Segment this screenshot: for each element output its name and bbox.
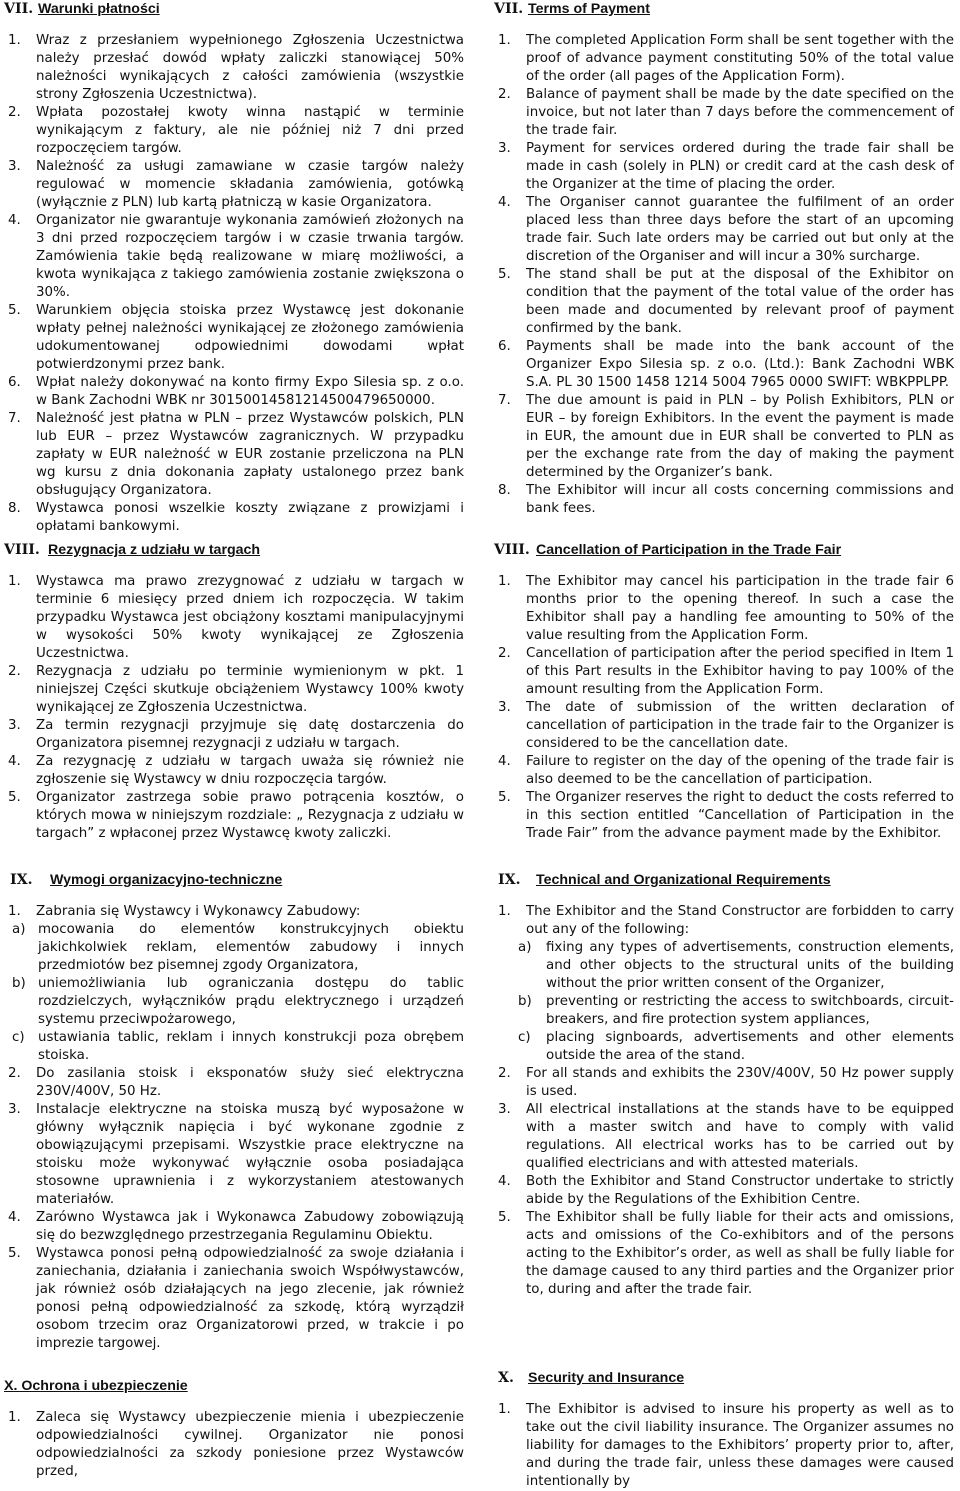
item-number: 7. xyxy=(8,411,21,426)
list-item xyxy=(494,753,954,789)
item-number: 3. xyxy=(498,700,511,715)
item-number: 2. xyxy=(8,1066,21,1081)
item-text: Both the Exhibitor and Stand Constructor undertake to strictly abide by the Regulations of the Exhibition Centre. xyxy=(526,1174,954,1207)
item-number: 3. xyxy=(8,718,21,733)
item-text: Za rezygnację z udziału w targach uważa się również nie zgłoszenie się Wystawcy w dniu rozpoczęcia targów. xyxy=(36,754,464,787)
section-vii-polish xyxy=(4,0,464,536)
item-number: 5. xyxy=(8,1246,21,1261)
list-item xyxy=(494,903,954,939)
item-number: 2. xyxy=(8,664,21,679)
section-title: X. Ochrona i ubezpieczenie xyxy=(4,1378,188,1394)
item-text: Wpłat należy dokonywać na konto firmy Expo Silesia sp. z o.o. w Bank Zachodni WBK nr 30150014581214500479650000. xyxy=(36,375,464,408)
section-number: VIII. xyxy=(4,542,40,558)
item-list xyxy=(4,32,464,536)
list-item xyxy=(4,1101,464,1209)
section-vii-english xyxy=(494,0,954,518)
sub-item xyxy=(4,1029,464,1065)
item-list-rest xyxy=(4,1065,464,1353)
list-item xyxy=(4,573,464,663)
item-list xyxy=(494,573,954,843)
item-number: 6. xyxy=(498,339,511,354)
item-text: The stand shall be put at the disposal of the Exhibitor on condition that the payment of the total value of the order has been made and documented by relevant proof of payment confirmed by the bank. xyxy=(526,267,954,336)
item-text: Wystawca ma prawo zrezygnować z udziału w targach w terminie 6 miesięcy przed dniem ich rozpoczęcia. W takim przypadku Wystawca jest obciążony kosztami manipulacyjnymi w wysokości 50% kwoty wynikającej ze Zgłoszenia Uczestnictwa. xyxy=(36,574,464,661)
item-text: Instalacje elektryczne na stoiska muszą być wyposażone w główny wyłącznik napięcia i być wykonane zgodnie z obowiązującymi przepisami. Wszystkie prace elektryczne na stoisku może wykonywać wyłącznie osoba posiadająca stosowne uprawnienia i z wykorzystaniem atestowanych materiałów. xyxy=(36,1102,464,1207)
item-text: Warunkiem objęcia stoiska przez Wystawcę jest dokonanie wpłaty pełnej należności wynikającej ze złożonego zamówienia udokumentowanej odpowiednimi dowodami wpłat potwierdzonymi przez bank. xyxy=(36,303,464,372)
item-number: 1. xyxy=(498,904,511,919)
list-item xyxy=(494,194,954,266)
item-number: 1. xyxy=(8,33,21,48)
item-number: 7. xyxy=(498,393,511,408)
sub-item-letter: b) xyxy=(12,976,26,991)
item-list xyxy=(494,903,954,1299)
item-text: Zaleca się Wystawcy ubezpieczenie mienia i ubezpieczenie odpowiedzialności cywilnej. Organizator nie ponosi odpowiedzialności za szkody poniesione przez Wystawców przed, xyxy=(36,1410,464,1479)
item-number: 5. xyxy=(8,303,21,318)
item-text: The date of submission of the written declaration of cancellation of participation in the trade fair to the Organizer is considered to be the cancellation date. xyxy=(526,700,954,751)
list-item xyxy=(4,32,464,104)
item-text: Payments shall be made into the bank account of the Organizer Expo Silesia sp. z o.o. (Ltd.): Bank Zachodni WBK S.A. PL 30 1500 1458 1214 5004 7965 0000 SWIFT: WBKPPLPP. xyxy=(526,339,954,390)
sub-item-letter: a) xyxy=(12,922,26,937)
item-text: Zabrania się Wystawcy i Wykonawcy Zabudowy: xyxy=(36,904,361,919)
section-x-english xyxy=(494,1369,954,1491)
sub-item-letter: a) xyxy=(518,940,532,955)
section-title: Rezygnacja z udziału w targach xyxy=(48,542,261,558)
sub-item-letter: c) xyxy=(12,1030,25,1045)
section-viii-polish xyxy=(4,541,464,843)
list-item xyxy=(494,86,954,140)
sub-item xyxy=(4,975,464,1029)
item-number: 3. xyxy=(8,159,21,174)
list-item xyxy=(494,1173,954,1209)
item-number: 1. xyxy=(8,1410,21,1425)
list-item xyxy=(494,140,954,194)
section-viii-english xyxy=(494,541,954,843)
sub-item xyxy=(494,1029,954,1065)
section-title: Terms of Payment xyxy=(528,1,650,17)
item-number: 1. xyxy=(498,33,511,48)
list-item xyxy=(494,573,954,645)
item-number: 2. xyxy=(498,87,511,102)
list-item xyxy=(4,1209,464,1245)
item-text: The completed Application Form shall be sent together with the proof of advance payment constituting 50% of the total value of the order (all pages of the Application Form). xyxy=(526,33,954,84)
item-text: Rezygnacja z udziału po terminie wymienionym w pkt. 1 niniejszej Części skutkuje obciążeniem Wystawcy 100% kwoty wynikającej ze Zgłoszenia Uczestnictwa. xyxy=(36,664,464,715)
item-number: 4. xyxy=(498,754,511,769)
sub-item-text: placing signboards, advertisements and other elements outside the area of the stand. xyxy=(546,1030,954,1063)
item-text: Do zasilania stoisk i eksponatów służy sieć elektryczna 230V/400V, 50 Hz. xyxy=(36,1066,464,1099)
item-text: For all stands and exhibits the 230V/400V, 50 Hz power supply is used. xyxy=(526,1066,954,1099)
item-number: 4. xyxy=(498,1174,511,1189)
item-text: The Exhibitor will incur all costs concerning commissions and bank fees. xyxy=(526,483,954,516)
list-item xyxy=(494,1065,954,1101)
item-text: Organizator zastrzega sobie prawo potrącenia kosztów, o których mowa w niniejszym rozdziale: „ Rezygnacja z udziału w targach” z wpłaconej przez Wystawcę kwoty zaliczki. xyxy=(36,790,464,841)
list-item xyxy=(494,1209,954,1299)
item-list xyxy=(4,573,464,843)
sub-item-text: ustawiania tablic, reklam i innych konstrukcji poza obrębem stoiska. xyxy=(38,1030,464,1063)
item-number: 1. xyxy=(8,574,21,589)
section-heading xyxy=(4,541,464,563)
item-text: Zarówno Wystawca jak i Wykonawca Zabudowy zobowiązują się do bezwzględnego przestrzegania Regulaminu Obiektu. xyxy=(36,1210,464,1243)
item-number: 4. xyxy=(8,1210,21,1225)
list-item xyxy=(4,302,464,374)
sub-list xyxy=(494,939,954,1065)
list-item xyxy=(4,1409,464,1481)
list-item xyxy=(4,410,464,500)
item-number: 5. xyxy=(8,790,21,805)
item-number: 5. xyxy=(498,790,511,805)
item-number: 3. xyxy=(8,1102,21,1117)
section-title: Security and Insurance xyxy=(528,1370,685,1386)
sub-item-text: preventing or restricting the access to switchboards, circuit-breakers, and fire protection system appliances, xyxy=(546,994,954,1027)
list-item xyxy=(4,500,464,536)
list-item xyxy=(4,212,464,302)
item-text: Failure to register on the day of the opening of the trade fair is also deemed to be the cancellation of participation. xyxy=(526,754,954,787)
item-text: The Organiser cannot guarantee the fulfilment of an order placed less than three days before the start of an upcoming trade fair. Such late orders may be carried out but only at the discretion of the Organiser and will incur a 30% surcharge. xyxy=(526,195,954,264)
item-text: Wraz z przesłaniem wypełnionego Zgłoszenia Uczestnictwa należy przesłać dowód wpłaty zaliczki stanowiącej 50% należności wynikających z całości zamówienia (wszystkie strony Zgłoszenia Uczestnictwa). xyxy=(36,33,464,102)
item-number: 2. xyxy=(498,1066,511,1081)
section-title: Cancellation of Participation in the Trade Fair xyxy=(536,542,842,558)
list-item xyxy=(494,699,954,753)
list-item xyxy=(4,903,464,921)
list-item xyxy=(4,374,464,410)
list-item xyxy=(494,266,954,338)
item-text: Wystawca ponosi wszelkie koszty związane z prowizjami i opłatami bankowymi. xyxy=(36,501,464,534)
section-ix-english xyxy=(494,871,954,1299)
section-title: Technical and Organizational Requirements xyxy=(536,872,831,888)
item-text: Wpłata pozostałej kwoty winna nastąpić w terminie wynikającym z faktury, ale nie później niż 7 dni przed rozpoczęciem targów. xyxy=(36,105,464,156)
sub-item-text: mocowania do elementów konstrukcyjnych obiektu jakichkolwiek reklam, elementów zabudowy i innych przedmiotów bez pisemnej zgody Organizatora, xyxy=(38,922,464,973)
section-number: VII. xyxy=(494,1,524,17)
section-number: X. xyxy=(498,1370,514,1386)
item-number: 1. xyxy=(498,1402,511,1417)
list-item xyxy=(4,1065,464,1101)
item-list xyxy=(4,1409,464,1481)
item-number: 8. xyxy=(498,483,511,498)
item-text: The Exhibitor shall be fully liable for their acts and omissions, acts and omissions of the Co-exhibitors and of the persons acting to the Exhibitor’s order, as well as shall be fully liable for the damage caused to any third parties and the Organizer prior to, during and after the trade fair. xyxy=(526,1210,954,1297)
item-text: Organizator nie gwarantuje wykonania zamówień złożonych na 3 dni przed rozpoczęciem targów i w czasie trwania targów. Zamówienia takie będą realizowane w miarę możliwości, a kwota wynikająca z takiego zamówienia zostanie zwiększona o 30%. xyxy=(36,213,464,300)
list-item xyxy=(494,338,954,392)
list-item xyxy=(4,753,464,789)
list-item xyxy=(494,1101,954,1173)
section-number: IX. xyxy=(10,872,33,888)
list-item xyxy=(494,32,954,86)
section-number: IX. xyxy=(498,872,521,888)
item-text: Wystawca ponosi pełną odpowiedzialność za swoje działania i zaniechania, działania i zaniechania swoich Współwystawców, jak również osób działających na jego zlecenie, jak również ponosi pełną odpowiedzialność za szkodę, którą wyrządził osobom trzecim oraz Organizatorowi przed, w trakcie i po imprezie targowej. xyxy=(36,1246,464,1351)
item-text: Balance of payment shall be made by the date specified on the invoice, but not later than 7 days before the commencement of the trade fair. xyxy=(526,87,954,138)
item-number: 8. xyxy=(8,501,21,516)
item-number: 1. xyxy=(8,904,21,919)
item-text: Należność za usługi zamawiane w czasie targów należy regulować w momencie składania zamówienia, gotówką (wyłącznie z PLN) lub kartą płatniczą w kasie Organizatora. xyxy=(36,159,464,210)
section-heading xyxy=(4,1377,464,1399)
section-x-polish xyxy=(4,1377,464,1481)
list-item xyxy=(494,645,954,699)
sub-item-letter: b) xyxy=(518,994,532,1009)
list-item xyxy=(4,663,464,717)
item-text: The Exhibitor may cancel his participation in the trade fair 6 months prior to the opening thereof. In such a case the Exhibitor shall pay a handling fee amounting to 50% of the value resulting from the Application Form. xyxy=(526,574,954,643)
item-list xyxy=(4,903,464,1353)
section-heading xyxy=(494,1369,954,1391)
item-number: 5. xyxy=(498,1210,511,1225)
item-list xyxy=(494,32,954,518)
item-text: Za termin rezygnacji przyjmuje się datę dostarczenia do Organizatora pisemnej rezygnacji z udziału w targach. xyxy=(36,718,464,751)
item-list-rest xyxy=(494,1065,954,1299)
list-item xyxy=(4,104,464,158)
item-number: 4. xyxy=(8,754,21,769)
sub-item xyxy=(494,993,954,1029)
item-number: 2. xyxy=(8,105,21,120)
list-item xyxy=(494,789,954,843)
item-text: Cancellation of participation after the period specified in Item 1 of this Part results in the Exhibitor having to pay 100% of the amount resulting from the Application Form. xyxy=(526,646,954,697)
item-text: The Exhibitor and the Stand Constructor are forbidden to carry out any of the following: xyxy=(526,904,954,937)
section-number: VIII. xyxy=(494,542,530,558)
item-number: 5. xyxy=(498,267,511,282)
item-number: 3. xyxy=(498,141,511,156)
section-heading xyxy=(494,541,954,563)
item-text: The due amount is paid in PLN – by Polish Exhibitors, PLN or EUR – by foreign Exhibitors. In the event the payment is made in EUR, the amount due in EUR shall be converted to PLN as per the exchange rate from the day of making the payment determined by the Organizer’s bank. xyxy=(526,393,954,480)
sub-item-text: fixing any types of advertisements, construction elements, and other objects to the structural units of the building without the prior written consent of the Organizer, xyxy=(546,940,954,991)
section-heading xyxy=(4,0,464,22)
item-number: 4. xyxy=(8,213,21,228)
list-item xyxy=(494,482,954,518)
item-text: All electrical installations at the stands have to be equipped with a master switch and have to comply with valid regulations. All electrical works has to be carried out by qualified electricians and with attested materials. xyxy=(526,1102,954,1171)
list-item xyxy=(494,392,954,482)
section-heading xyxy=(494,871,954,893)
list-item xyxy=(4,158,464,212)
item-text: The Exhibitor is advised to insure his property as well as to take out the civil liability insurance. The Organizer assumes no liability for damages to the Exhibitors’ property prior to, after, and during the trade fair, unless these damages were caused intentionally by xyxy=(526,1402,954,1489)
item-number: 4. xyxy=(498,195,511,210)
section-heading xyxy=(494,0,954,22)
sub-item xyxy=(494,939,954,993)
list-item xyxy=(4,789,464,843)
sub-item xyxy=(4,921,464,975)
sub-list xyxy=(4,921,464,1065)
sub-item-letter: c) xyxy=(518,1030,531,1045)
item-number: 3. xyxy=(498,1102,511,1117)
section-number: VII. xyxy=(4,1,34,17)
section-title: Warunki płatności xyxy=(38,1,160,17)
item-number: 2. xyxy=(498,646,511,661)
item-text: Należność jest płatna w PLN – przez Wystawców polskich, PLN lub EUR – przez Wystawców zagranicznych. W przypadku zapłaty w EUR należność w EUR zostanie przeliczona na PLN wg kursu z dnia dokonania zapłaty ustalonego przez bank obsługujący Organizatora. xyxy=(36,411,464,498)
item-number: 6. xyxy=(8,375,21,390)
sub-item-text: uniemożliwiania lub ograniczania dostępu do tablic rozdzielczych, wyłączników prądu elektrycznego i urządzeń systemu przeciwpożarowego, xyxy=(38,976,464,1027)
item-number: 1. xyxy=(498,574,511,589)
item-text: The Organizer reserves the right to deduct the costs referred to in this section entitled “Cancellation of Participation in the Trade Fair” from the advance payment made by the Exhibitor. xyxy=(526,790,954,841)
section-ix-polish xyxy=(4,871,464,1353)
list-item xyxy=(4,717,464,753)
item-text: Payment for services ordered during the trade fair shall be made in cash (solely in PLN) or credit card at the cash desk of the Organizer at the time of placing the order. xyxy=(526,141,954,192)
section-heading xyxy=(4,871,464,893)
section-title: Wymogi organizacyjno-techniczne xyxy=(50,872,283,888)
list-item xyxy=(4,1245,464,1353)
